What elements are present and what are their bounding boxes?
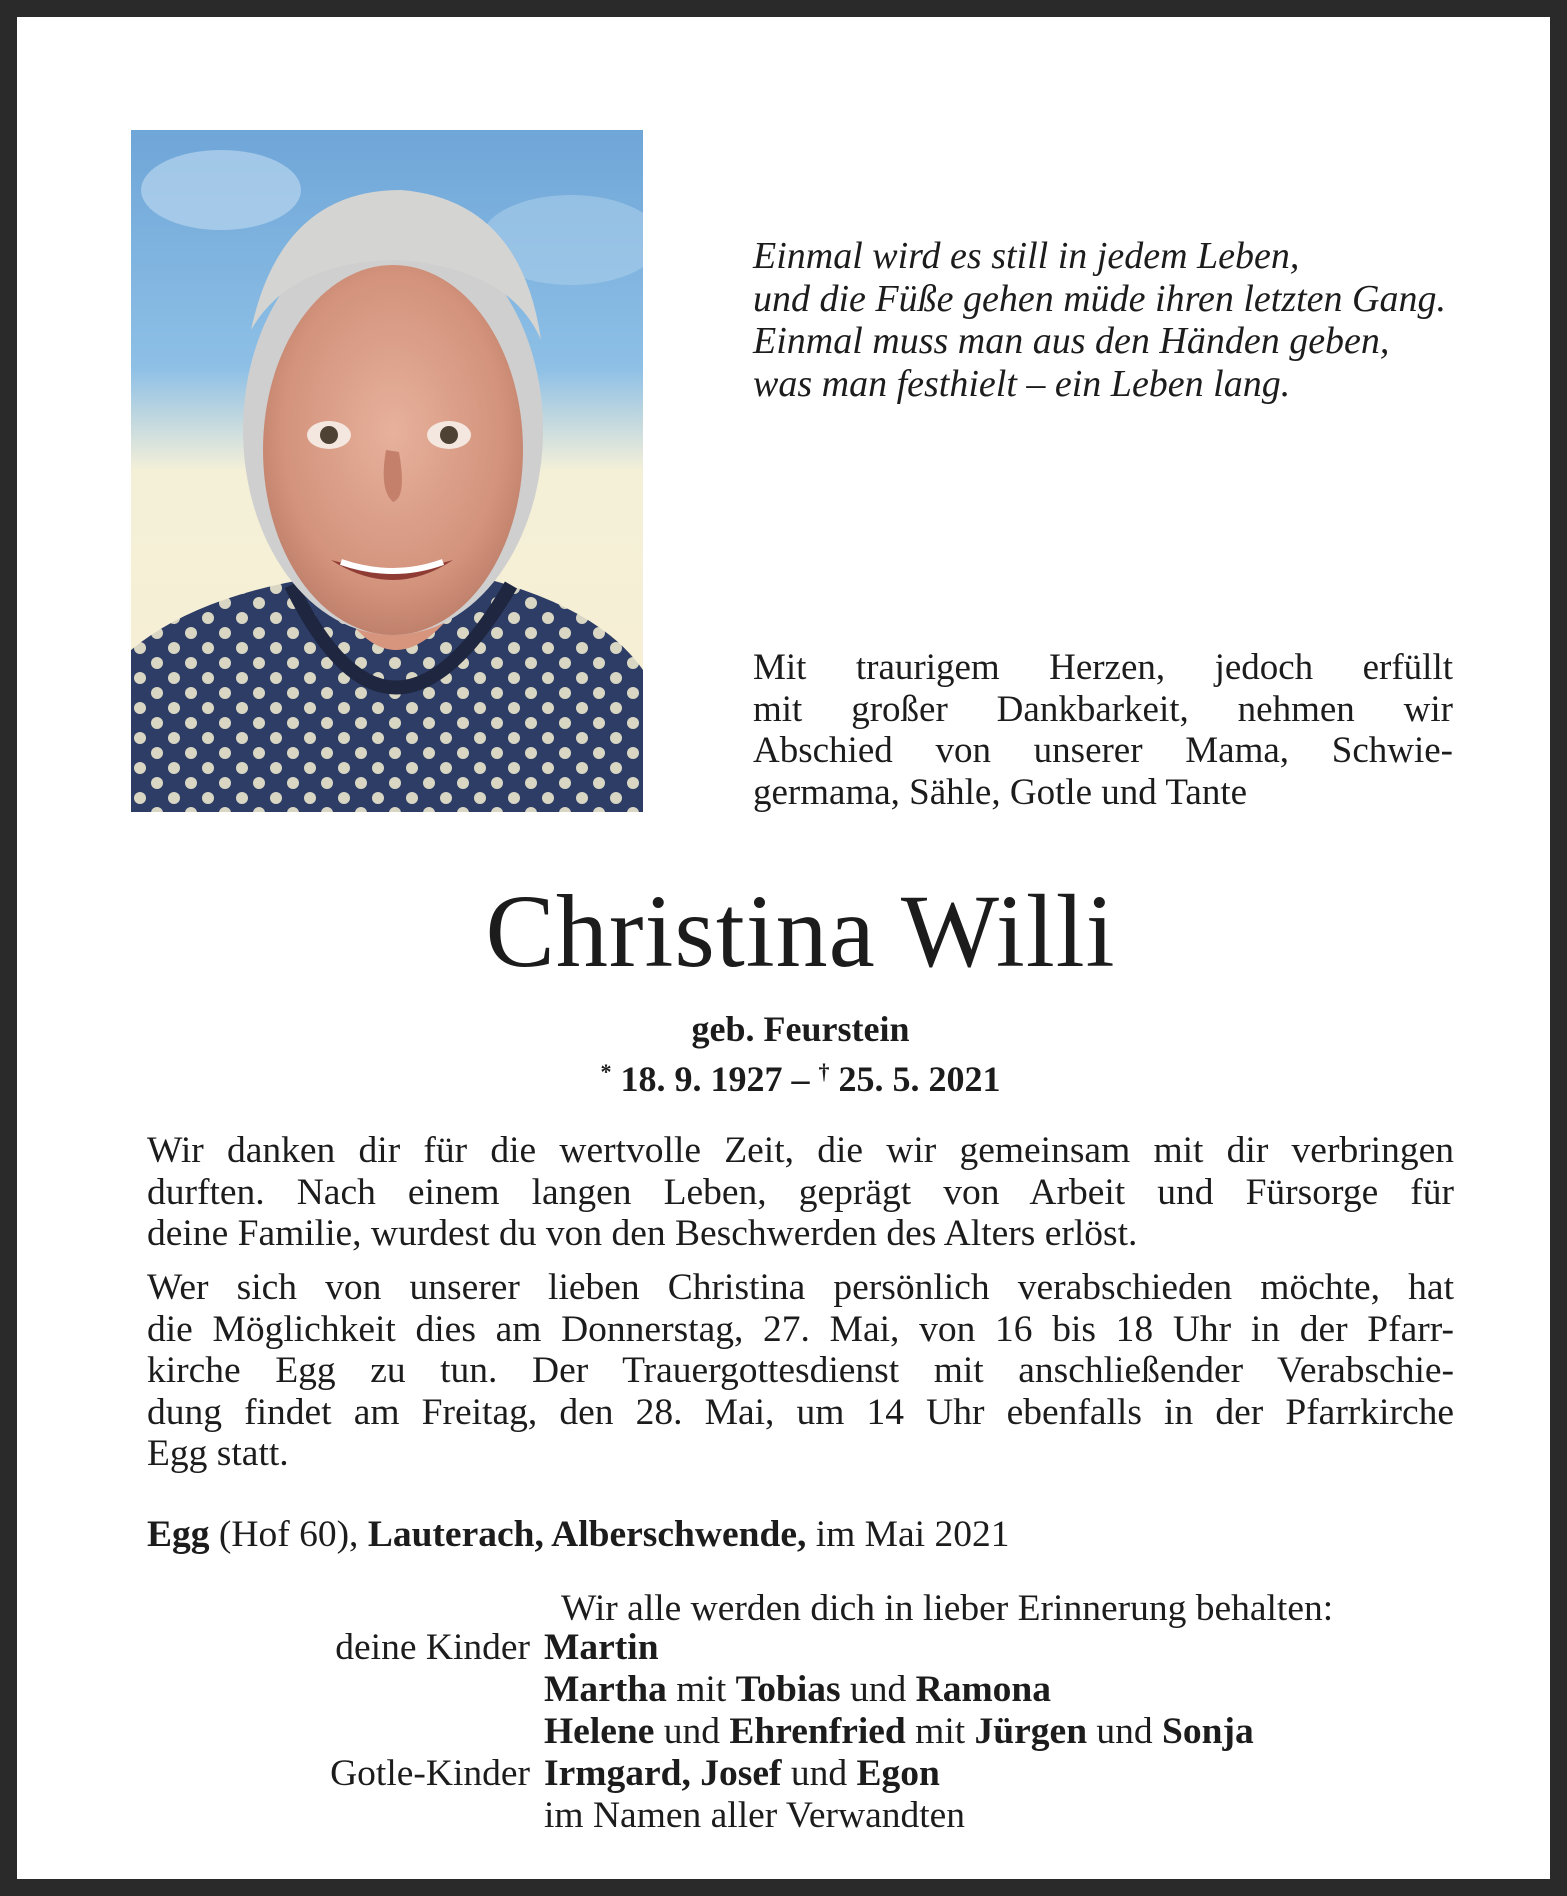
- family-names: [544, 1752, 940, 1795]
- obituary-page: [17, 17, 1550, 1879]
- child-name: Helene: [544, 1711, 655, 1752]
- towns: Lauterach, Alberschwende,: [367, 1514, 807, 1555]
- deceased-name: Christina Willi: [485, 874, 1116, 989]
- intro-line: Abschied von unserer Mama, Schwie-: [753, 730, 1453, 771]
- place-date-line: [147, 1513, 1009, 1557]
- death-date: 25. 5. 2021: [838, 1059, 1001, 1099]
- intro-line: Mit traurigem Herzen, jedoch erfüllt: [753, 647, 1453, 688]
- connector: und: [1087, 1711, 1163, 1752]
- paragraph-line: kirche Egg zu tun. Der Trauergottesdienst mit anschließender Verabschie-: [147, 1350, 1454, 1391]
- date-separator: –: [782, 1059, 819, 1099]
- child-name: Martin: [544, 1627, 659, 1668]
- birth-date: 18. 9. 1927: [620, 1059, 783, 1099]
- connector: und: [840, 1669, 916, 1710]
- family-row: [0, 1626, 1567, 1668]
- life-dates: [17, 1050, 1567, 1101]
- farewell-paragraph: [147, 1267, 1454, 1475]
- godchild-name: Egon: [856, 1753, 940, 1794]
- poem-line: was man festhielt – ein Leben lang.: [753, 362, 1291, 405]
- paragraph-line: durften. Nach einem langen Leben, geprägt von Arbeit und Fürsorge für: [147, 1171, 1454, 1213]
- paragraph-line: Wer sich von unserer lieben Christina persönlich verabschieden möchte, hat: [147, 1267, 1454, 1308]
- children-label: deine Kinder: [335, 1627, 530, 1668]
- paragraph-line: Egg statt.: [147, 1433, 289, 1474]
- birth-mark: *: [600, 1059, 612, 1084]
- intro-line: germama, Sähle, Gotle und Tante: [753, 771, 1248, 813]
- death-mark: †: [818, 1059, 830, 1084]
- child-name: Martha: [544, 1669, 667, 1710]
- connector: und: [781, 1753, 857, 1794]
- connector: mit: [905, 1711, 975, 1752]
- paragraph-line: dung findet am Freitag, den 28. Mai, um 14 Uhr ebenfalls in der Pfarrkirche: [147, 1391, 1454, 1433]
- connector: und: [654, 1711, 730, 1752]
- address: (Hof 60),: [209, 1514, 368, 1555]
- portrait-image: [131, 130, 643, 812]
- portrait-photo: [131, 130, 643, 812]
- family-row: [0, 1794, 1567, 1836]
- family-row: [0, 1752, 1567, 1794]
- family-names: [544, 1668, 1051, 1711]
- intro-text: [753, 647, 1453, 813]
- intro-line: mit großer Dankbarkeit, nehmen wir: [753, 688, 1453, 730]
- family-row: [0, 1668, 1567, 1710]
- godchild-name: Irmgard, Josef: [544, 1753, 782, 1794]
- maiden-name: geb. Feurstein: [691, 1009, 910, 1049]
- paragraph-line: deine Familie, wurdest du von den Beschwerden des Alters erlöst.: [147, 1213, 1138, 1254]
- relative-name: Ehrenfried: [729, 1711, 906, 1752]
- relative-name: Jürgen: [974, 1711, 1088, 1752]
- place-date: im Mai 2021: [806, 1514, 1010, 1555]
- paragraph-line: die Möglichkeit dies am Donnerstag, 27. Mai, von 16 bis 18 Uhr in der Pfarr-: [147, 1308, 1454, 1350]
- relative-name: Ramona: [915, 1669, 1052, 1710]
- poem-line: Einmal wird es still in jedem Leben,: [753, 235, 1300, 277]
- poem-line: Einmal muss man aus den Händen geben,: [753, 320, 1390, 362]
- family-names: [544, 1710, 1254, 1753]
- connector: mit: [666, 1669, 736, 1710]
- thanks-paragraph: [147, 1130, 1454, 1255]
- town-egg: Egg: [147, 1514, 210, 1555]
- relative-name: Tobias: [735, 1669, 841, 1710]
- paragraph-line: Wir danken dir für die wertvolle Zeit, die wir gemeinsam mit dir verbringen: [147, 1130, 1454, 1171]
- closing-line: im Namen aller Verwandten: [544, 1795, 966, 1836]
- relative-name: Sonja: [1162, 1711, 1254, 1752]
- godchildren-label: Gotle-Kinder: [330, 1753, 530, 1794]
- poem-line: und die Füße gehen müde ihren letzten Gang.: [753, 277, 1446, 320]
- poem: [753, 235, 1513, 405]
- family-row: [0, 1710, 1567, 1752]
- remember-line: Wir alle werden dich in lieber Erinnerung behalten:: [561, 1588, 1334, 1629]
